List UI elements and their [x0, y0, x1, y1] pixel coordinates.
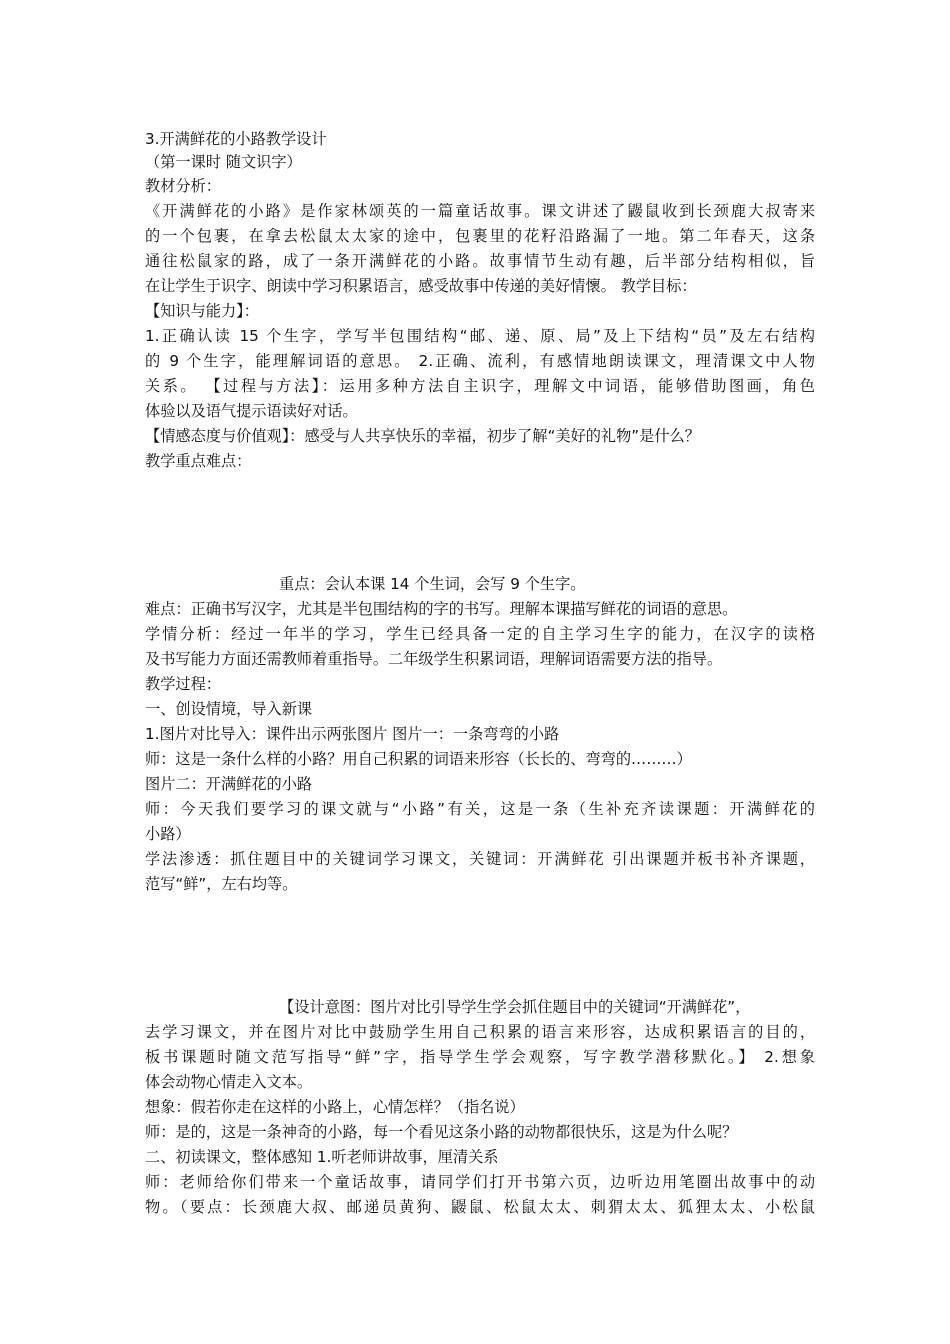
- paragraph-line: 的一个包裹，在拿去松鼠太太家的途中，包裹里的花籽沿路漏了一地。第二年春天，这条: [145, 227, 815, 245]
- paragraph-line: 体验以及语气提示语读好对话。: [145, 402, 358, 420]
- paragraph-line: 难点：正确书写汉字，尤其是半包围结构的字的书写。理解本课描写鲜花的词语的意思。: [145, 600, 738, 618]
- paragraph-line: 师：老师给你们带来一个童话故事，请同学们打开书第六页，边听边用笔圈出故事中的动: [145, 1173, 815, 1191]
- paragraph-line: 学法渗透：抓住题目中的关键词学习课文，关键词：开满鲜花 引出课题并板书补齐课题，: [145, 850, 815, 868]
- paragraph-line: 师：今天我们要学习的课文就与“小路”有关，这是一条（生补充齐读课题：开满鲜花的: [145, 800, 815, 818]
- paragraph-line: 体会动物心情走入文本。: [145, 1073, 313, 1091]
- paragraph-line: 板书课题时随文范写指导“鲜”字，指导学生学会观察，写字教学潜移默化。】 2.想象: [145, 1048, 815, 1066]
- design-intent-line: 【设计意图：图片对比引导学生学会抓住题目中的关键词“开满鲜花”，: [279, 998, 751, 1016]
- paragraph-line: 1.正确认读 15 个生字，学写半包围结构“邮、递、原、局”及上下结构“员”及左右结构: [145, 327, 815, 345]
- paragraph-line: 《开满鲜花的小路》是作家林颂英的一篇童话故事。课文讲述了鼹鼠收到长颈鹿大叔寄来: [145, 202, 815, 220]
- paragraph-line: 通往松鼠家的路，成了一条开满鲜花的小路。故事情节生动有趣，后半部分结构相似，旨: [145, 252, 815, 270]
- paragraph-line: 物。（要点：长颈鹿大叔、邮递员黄狗、鼹鼠、松鼠太太、刺猬太太、狐狸太太、小松鼠: [145, 1198, 815, 1216]
- document-title: 3.开满鲜花的小路教学设计: [145, 130, 327, 148]
- section-heading: 二、初读课文，整体感知 1.听老师讲故事，厘清关系: [145, 1148, 499, 1166]
- paragraph-line: 的 9 个生字，能理解词语的意思。 2.正确、流利，有感情地朗读课文，理清课文中人物: [145, 352, 815, 370]
- paragraph-line: 重点：会认本课 14 个生词，会写 9 个生字。: [279, 575, 586, 593]
- lesson-subtitle: （第一课时 随文识字）: [145, 153, 302, 171]
- paragraph-line: 图片二：开满鲜花的小路: [145, 775, 313, 793]
- paragraph-line: 师：是的，这是一条神奇的小路，每一个看见这条小路的动物都很快乐，这是为什么呢？: [145, 1123, 738, 1141]
- paragraph-line: 【情感态度与价值观】：感受与人共享快乐的幸福，初步了解“美好的礼物”是什么？: [145, 427, 700, 445]
- section-heading: 教学重点难点：: [145, 452, 252, 470]
- paragraph-line: 想象：假若你走在这样的小路上，心情怎样？（指名说）: [145, 1098, 525, 1116]
- section-heading: 【知识与能力】：: [145, 302, 259, 320]
- paragraph-line: 关系。 【过程与方法】：运用多种方法自主识字，理解文中词语，能够借助图画，角色: [145, 377, 815, 395]
- section-heading: 教材分析：: [145, 177, 221, 195]
- section-heading: 教学过程：: [145, 675, 221, 693]
- paragraph-line: 范写“鲜”，左右均等。: [145, 875, 298, 893]
- paragraph-line: 1.图片对比导入：课件出示两张图片 图片一：一条弯弯的小路: [145, 725, 560, 743]
- section-heading: 一、创设情境，导入新课: [145, 700, 313, 718]
- paragraph-line: 去学习课文，并在图片对比中鼓励学生用自己积累的语言来形容，达成积累语言的目的，: [145, 1023, 815, 1041]
- paragraph-line: 及书写能力方面还需教师着重指导。二年级学生积累词语，理解词语需要方法的指导。: [145, 650, 723, 668]
- paragraph-line: 小路）: [145, 825, 191, 843]
- paragraph-line: 在让学生于识字、朗读中学习积累语言，感受故事中传递的美好情懷。 教学目标：: [145, 277, 697, 295]
- paragraph-line: 师：这是一条什么样的小路？用自己积累的词语来形容（长长的、弯弯的………）: [145, 750, 692, 768]
- paragraph-line: 学情分析：经过一年半的学习，学生已经具备一定的自主学习生字的能力，在汉字的读格: [145, 625, 815, 643]
